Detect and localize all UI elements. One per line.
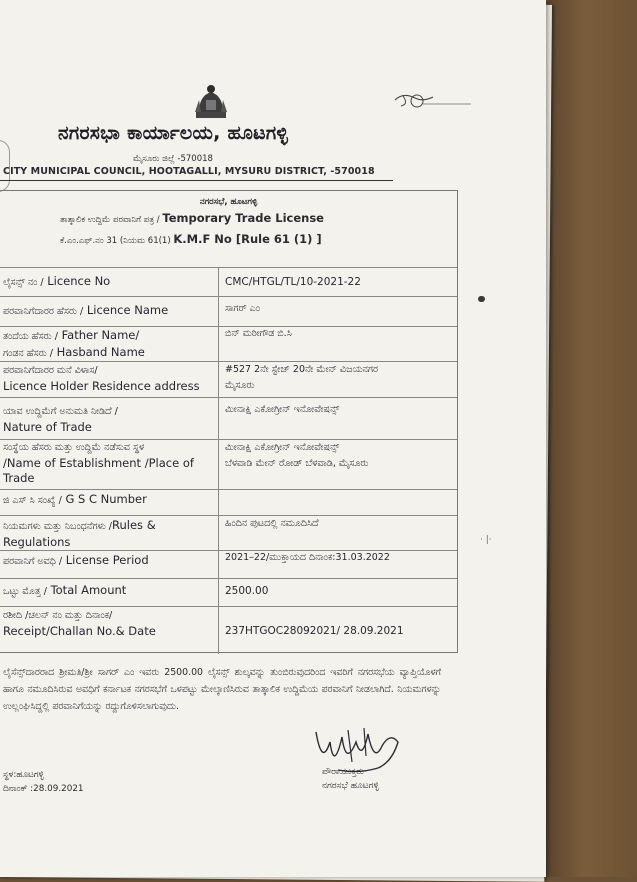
license-title-english: Temporary Trade License — [162, 211, 324, 225]
license-title — [60, 211, 324, 225]
office-title-english: CITY MUNICIPAL COUNCIL, HOOTAGALLI, MYSURU DISTRICT, -570018 — [3, 166, 375, 177]
license-title-kannada: ತಾತ್ಕಾಲಿಕ ಉದ್ದಿಮೆ ಪರವಾನಿಗೆ ಪತ್ರ / — [60, 215, 160, 225]
table-row — [0, 326, 457, 361]
ink-spot — [478, 296, 485, 302]
row-label: ನಿಯಮಗಳು ಮತ್ತು ನಿಬಂಧನೆಗಳು /Rules & Regulations — [3, 518, 156, 549]
license-declaration: ಲೈಸೆನ್ಸ್‌ದಾರರಾದ ಶ್ರೀಮತಿ/ಶ್ರೀ ಸಾಗರ್ ಎಂ ಇವರು 2500.00 ಲೈಸನ್ಸ್ ಶುಲ್ಕವನ್ನು ತುಂಬಿರುವುದರಿಂದ ಇವರಿಗೆ ನಗರಸಭೆಯ ವ್ಯಾಪ್ತಿಯೊಳಗೆ ಹಾಗೂ ನಮೂದಿಸಿರುವ ಅವಧಿಗೆ ಕರ್ನಾಟಕ ನಗರಸಭೆಗೆ ಒಳಪಟ್ಟು ಮೇಲ್ಕಾಣಿಸಿರುವ ತಾತ್ಕಾಲಿಕ ಉದ್ದಿಮೆಯ ಪರವಾನಿಗೆ ನೀಡಲಾಗಿದೆ. ನಿಯಮಗಳನ್ನು ಉಲ್ಲಂಘಿಸಿದ್ದಲ್ಲಿ ಪರವಾನಿಗೆಯನ್ನು ರದ್ದುಗೊಳಿಸಲಾಗುವುದು. — [3, 667, 441, 712]
row-label: ಸಂಸ್ಥೆಯ ಹೆಸರು ಮತ್ತು ಉದ್ದಿಮೆ ನಡೆಸುವ ಸ್ಥಳ /Name of Establishment /Place of Trade — [3, 442, 194, 485]
row-label: ಒಟ್ಟು ಮೊತ್ತ / Total Amount — [3, 583, 127, 597]
place-date — [3, 768, 84, 796]
license-rule-english: K.M.F No [Rule 61 (1) ] — [173, 232, 322, 246]
margin-mark: · |· — [480, 535, 492, 545]
total-amount-value: 2500.00 — [225, 585, 269, 597]
table-row — [0, 606, 457, 654]
signatory — [322, 765, 379, 793]
license-period-value: 2021–22/ಮುಕ್ತಾಯದ ದಿನಾಂಕ:31.03.2022 — [225, 552, 390, 563]
address-value: #527 2ನೇ ಸ್ಟೇಜ್ 20ನೇ ಮೇನ್ ವಿಜಯನಗರ ಮೈಸೂರು — [225, 364, 379, 391]
row-label: ಲೈಸನ್ಸ್ ನಂ / Licence No — [3, 274, 111, 288]
establishment-value: ಮೀನಾಕ್ಷಿ ಎಕೋಗ್ರೀನ್ ಇನೋವೇಷನ್ಸ್ ಬೆಳವಾಡಿ ಮೇನ್ ರೋಡ್ ಬೆಳವಾಡಿ, ಮೈಸೂರು — [225, 442, 369, 469]
place-text: ಸ್ಥಳ:ಹೂಟಗಳ್ಳಿ — [3, 770, 44, 780]
rules-value: ಹಿಂದಿನ ಪುಟದಲ್ಲಿ ನಮೂದಿಸಿದೆ — [225, 518, 319, 529]
table-row — [0, 578, 457, 606]
licence-name-value: ಸಾಗರ್ ಎಂ — [225, 303, 260, 314]
table-row — [0, 296, 457, 326]
license-rule-kannada: ಕೆ.ಎಂ.ಎಫ್.ನಂ 31 (ನಿಯಮ 61(1) — [60, 236, 171, 246]
license-table — [0, 190, 458, 653]
table-row — [0, 550, 457, 578]
office-title-kannada: ನಗರಸಭಾ ಕಾರ್ಯಾಲಯ, ಹೂಟಗಳ್ಳಿ — [58, 122, 289, 144]
table-row — [0, 267, 457, 296]
receipt-value: 237HTGOC28092021/ 28.09.2021 — [225, 625, 404, 637]
district-kannada: ಮೈಸೂರು ಜಿಲ್ಲೆ -570018 — [133, 154, 213, 164]
date-text: ದಿನಾಂಕ್ :28.09.2021 — [3, 784, 84, 794]
table-row — [0, 439, 457, 489]
row-label: ಪರವಾನಿಗೆದಾರರ ಮನೆ ವಿಳಾಸ/ Licence Holder Residence address — [3, 365, 200, 393]
council-logo-icon — [393, 90, 475, 120]
licence-no-value: CMC/HTGL/TL/10-2021-22 — [225, 276, 361, 288]
nature-of-trade-value: ಮೀನಾಕ್ಷಿ ಎಕೋಗ್ರೀನ್ ಇನೋವೇಷನ್ಸ್ — [225, 404, 340, 415]
signatory-office: ನಗರಸಭೆ ಹೂಟಗಳ್ಳಿ — [322, 781, 379, 791]
table-row — [0, 361, 457, 397]
table-row — [0, 489, 457, 515]
signatory-title: ಪೌರಾಯುಕ್ತರು — [322, 767, 364, 777]
background-edge — [548, 0, 637, 877]
state-emblem-icon — [193, 82, 229, 122]
father-name-value: ಬಿನ್ ಮರೀಗೌಡ ಬಿ.ಸಿ — [225, 328, 292, 339]
table-row — [0, 515, 457, 550]
header-divider — [0, 180, 393, 181]
row-label: ತಂದೆಯ ಹೆಸರು / Father Name/ ಗಂಡನ ಹೆಸರು / Hasband Name — [3, 328, 145, 359]
council-name: ನಗರಸಭೆ, ಹೂಟಗಳ್ಳಿ — [199, 197, 258, 207]
row-label: ಯಾವ ಉದ್ದಿಮೆಗೆ ಅನುಮತಿ ನೀಡಿದೆ / Nature of Trade — [3, 406, 118, 434]
row-label: ರಶೀದಿ /ಚಲನ್ ನಂ ಮತ್ತು ದಿನಾಂಕ/ Receipt/Challan No.& Date — [3, 610, 156, 638]
row-label: ಪರವಾನಿಗೆದಾರರ ಹೆಸರು / Licence Name — [3, 303, 169, 317]
row-label: ಜಿ ಎಸ್ ಸಿ ಸಂಖ್ಯೆ / G S C Number — [3, 492, 147, 506]
table-row — [0, 397, 457, 439]
license-rule — [60, 232, 322, 246]
row-label: ಪರವಾನಿಗೆ ಅವಧಿ / License Period — [3, 553, 149, 567]
